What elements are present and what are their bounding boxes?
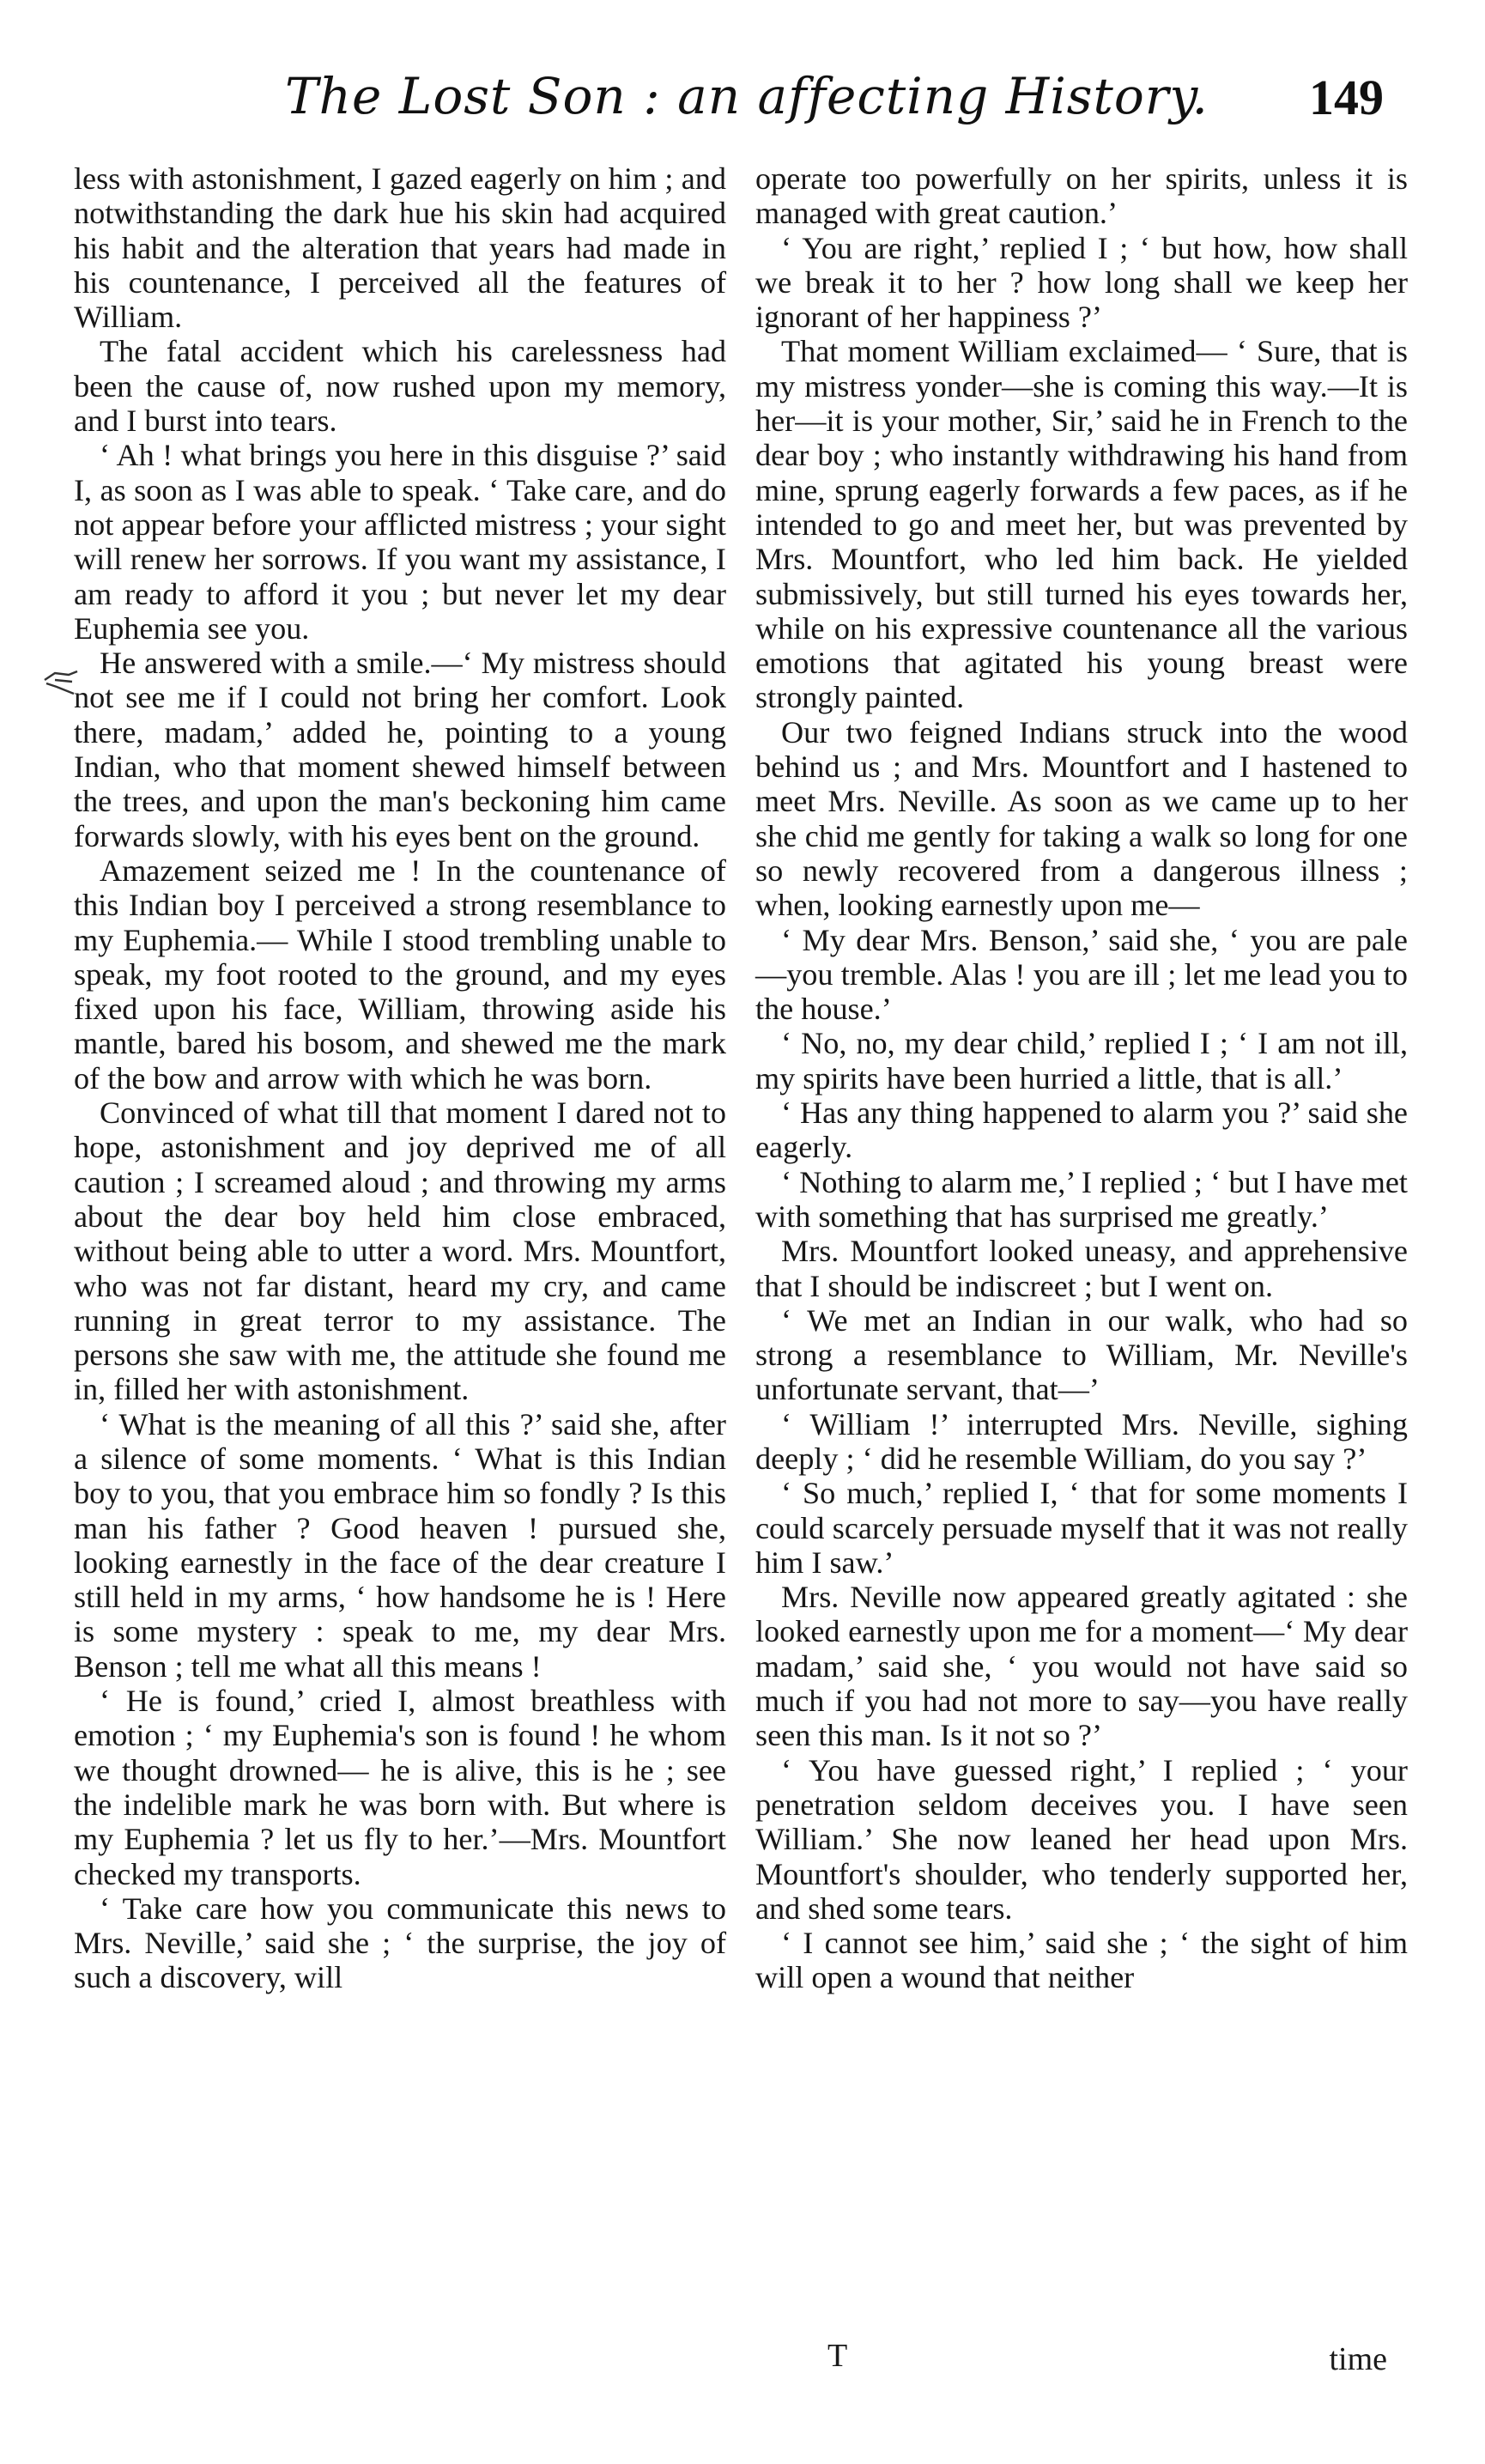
signature-mark: T: [827, 2338, 848, 2374]
paragraph: ‘ William !’ interrupted Mrs. Neville, sighing deeply ; ‘ did he resemble William, do you say ?’: [755, 1406, 1408, 1476]
paragraph: ‘ My dear Mrs. Benson,’ said she, ‘ you are pale—you tremble. Alas ! you are ill ; let me lead you to the house.’: [755, 922, 1408, 1027]
paragraph: Our two feigned Indians struck into the wood behind us ; and Mrs. Mountfort and I hastened to meet Mrs. Neville. As soon as we came up to her she chid me gently for taking a walk so long for one so newly recovered from a dangerous illness ; when, looking earnestly upon me—: [755, 714, 1408, 923]
paragraph: ‘ You are right,’ replied I ; ‘ but how, how shall we break it to her ? how long shall we keep her ignorant of her happiness ?’: [755, 230, 1408, 335]
paragraph: ‘ Take care how you communicate this news to Mrs. Neville,’ said she ; ‘ the surprise, the joy of such a discovery, will: [74, 1890, 726, 1995]
paragraph: That moment William exclaimed— ‘ Sure, that is my mistress yonder—she is coming this way.—It is her—it is your mother, Sir,’ said he in French to the dear boy ; who instantly withdrawing his hand from mine, sprung eagerly forwards a few paces, as if he intended to go and meet her, but was prevented by Mrs. Mountfort, who led him back. He yielded submissively, but still turned his eyes towards her, while on his expressive countenance all the various emotions that agitated his young breast were strongly painted.: [755, 334, 1408, 715]
paragraph: ‘ No, no, my dear child,’ replied I ; ‘ I am not ill, my spirits have been hurried a little, that is all.’: [755, 1026, 1408, 1095]
paragraph: Mrs. Neville now appeared greatly agitated : she looked earnestly upon me for a moment—‘ My dear madam,’ said she, ‘ you would not have said so much if you had not more to say—you have really seen this man. Is it not so ?’: [755, 1580, 1408, 1753]
paragraph: ‘ Has any thing happened to alarm you ?’ said she eagerly.: [755, 1095, 1408, 1165]
paragraph: less with astonishment, I gazed eagerly on him ; and notwithstanding the dark hue his skin had acquired his habit and the alteration that years had made in his countenance, I perceived all the features of William.: [74, 161, 726, 335]
paragraph: ‘ We met an Indian in our walk, who had so strong a resemblance to William, Mr. Neville's unfortunate servant, that—’: [755, 1302, 1408, 1407]
left-text-column: [74, 161, 726, 1995]
running-title: The Lost Son : an affecting History.: [285, 67, 1209, 125]
paragraph: ‘ Ah ! what brings you here in this disguise ?’ said I, as soon as I was able to speak. ‘ Take care, and do not appear before your afflicted mistress ; your sight will renew her sorrows. If you want my assistance, I am ready to afford it you ; but never let my dear Euphemia see you.: [74, 438, 726, 646]
right-text-column: [755, 161, 1408, 1995]
paragraph: ‘ What is the meaning of all this ?’ said she, after a silence of some moments. ‘ What is this Indian boy to you, that you embrace him so fondly ? Is this man his father ? Good heaven ! pursued she, looking earnestly in the face of the dear creature I still held in my arms, ‘ how handsome he is ! Here is some mystery : speak to me, my dear Mrs. Benson ; tell me what all this means !: [74, 1406, 726, 1684]
paragraph: Amazement seized me ! In the countenance of this Indian boy I perceived a strong resemblance to my Euphemia.— While I stood trembling unable to speak, my foot rooted to the ground, and my eyes fixed upon his face, William, throwing aside his mantle, bared his bosom, and shewed me the mark of the bow and arrow with which he was born.: [74, 853, 726, 1095]
paragraph: ‘ Nothing to alarm me,’ I replied ; ‘ but I have met with something that has surprised me greatly.’: [755, 1164, 1408, 1234]
paragraph: ‘ I cannot see him,’ said she ; ‘ the sight of him will open a wound that neither: [755, 1926, 1408, 1995]
paragraph: ‘ He is found,’ cried I, almost breathless with emotion ; ‘ my Euphemia's son is found ! he whom we thought drowned— he is alive, this is he ; see the indelible mark he was born with. But where is my Euphemia ? let us fly to her.’—Mrs. Mountfort checked my transports.: [74, 1684, 726, 1891]
catchword: time: [1329, 2341, 1387, 2377]
page-header: [77, 67, 1416, 144]
paragraph: Mrs. Mountfort looked uneasy, and apprehensive that I should be indiscreet ; but I went on.: [755, 1234, 1408, 1303]
page-number: 149: [1309, 70, 1384, 125]
paragraph: operate too powerfully on her spirits, unless it is managed with great caution.’: [755, 161, 1408, 231]
paragraph: Convinced of what till that moment I dared not to hope, astonishment and joy deprived me of all caution ; I screamed aloud ; and throwing my arms about the dear boy held him close embraced, without being able to utter a word. Mrs. Mountfort, who was not far distant, heard my cry, and came running in great terror to my assistance. The persons she saw with me, the attitude she found me in, filled her with astonishment.: [74, 1095, 726, 1407]
paragraph: ‘ You have guessed right,’ I replied ; ‘ your penetration seldom deceives you. I have seen William.’ She now leaned her head upon Mrs. Mountfort's shoulder, who tenderly supported her, and shed some tears.: [755, 1752, 1408, 1926]
page-footer: [755, 2337, 1408, 2380]
paragraph: ‘ So much,’ replied I, ‘ that for some moments I could scarcely persuade myself that it was not really him I saw.’: [755, 1476, 1408, 1580]
paragraph: He answered with a smile.—‘ My mistress should not see me if I could not bring her comfort. Look there, madam,’ added he, pointing to a young Indian, who that moment shewed himself between the trees, and upon the man's beckoning him came forwards slowly, with his eyes bent on the ground.: [74, 646, 726, 853]
paragraph: The fatal accident which his carelessness had been the cause of, now rushed upon my memory, and I burst into tears.: [74, 334, 726, 439]
